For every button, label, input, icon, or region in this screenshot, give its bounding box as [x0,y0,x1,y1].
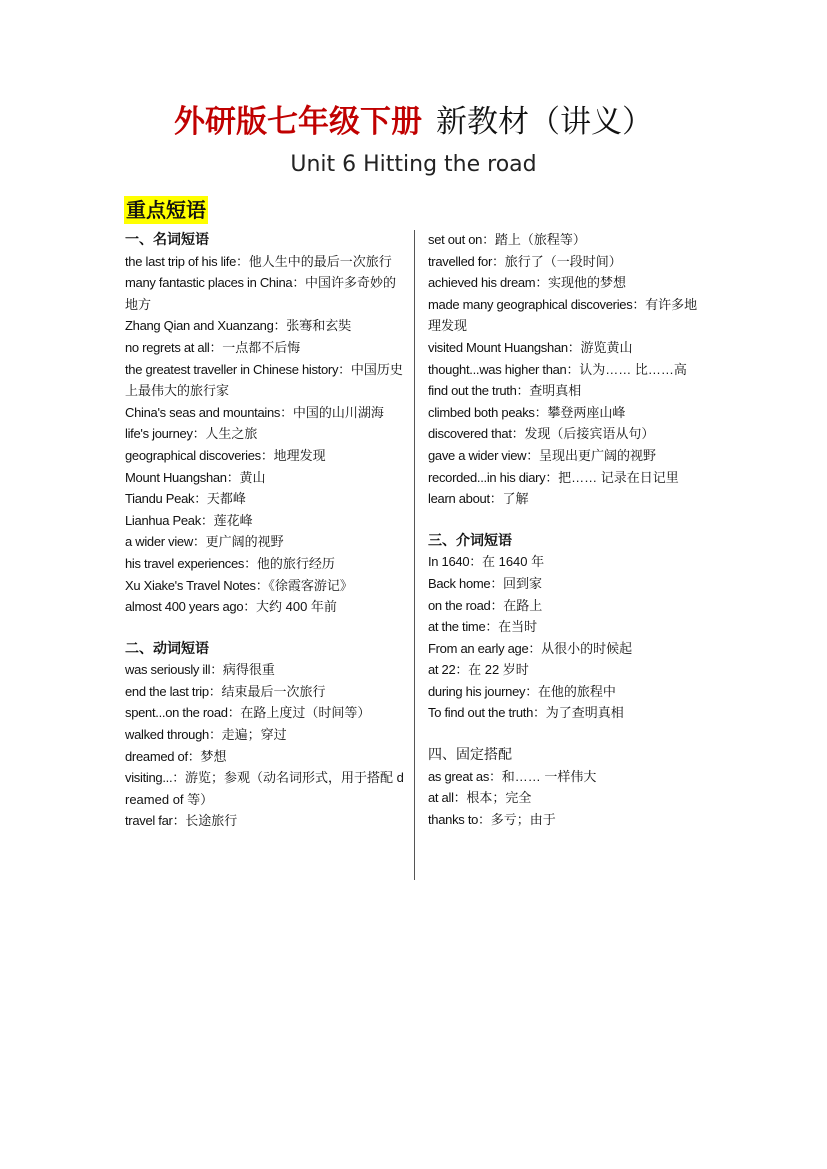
section-label: 重点短语 [126,198,206,222]
phrase-item [125,272,405,315]
phrase-chinese: 查明真相 [529,383,582,399]
phrase-chinese: 长途旅行 [185,813,238,829]
phrase-english: the last trip of his life： [125,253,249,269]
phrase-english: thanks to： [428,811,491,827]
phrase-item [125,315,405,337]
phrase-item [125,531,405,553]
phrase-item [125,488,405,510]
phrase-english: as great as： [428,768,502,784]
phrase-chinese: 一点都不后悔 [222,339,301,355]
title-black-part: 新教材（讲义） [436,104,653,140]
phrase-item [428,229,708,251]
phrase-item [125,359,405,402]
phrase-chinese: 走遍；穿过 [221,727,287,743]
phrase-item [428,251,708,273]
phrase-chinese: 人生之旅 [205,426,258,442]
phrase-chinese: 他人生中的最后一次旅行 [248,253,392,269]
phrase-english: set out on： [428,232,495,247]
prep-phrases-heading: 三、介词短语 [428,531,512,548]
phrase-item [428,595,708,617]
phrase-english: Back home： [428,575,504,591]
phrase-item [428,573,708,595]
phrase-chinese: 从很小的时候起 [541,640,633,656]
phrase-chinese: 有许多地理发现 [428,296,698,334]
phrase-item [125,702,405,724]
phrase-item [428,681,708,703]
phrase-item [428,638,708,660]
phrase-english: climbed both peaks： [428,404,548,420]
phrase-chinese: 把…… 记录在日记里 [558,469,679,485]
phrase-english: was seriously ill： [125,662,223,678]
phrase-english: thought...was higher than： [428,361,580,377]
phrase-item [125,746,405,768]
phrase-item [428,616,708,638]
phrase-english: Lianhua Peak： [125,512,214,528]
phrase-english: life's journey： [125,426,206,442]
phrase-chinese: 在他的旅程中 [537,683,616,699]
phrase-english: To find out the truth： [428,705,546,721]
phrase-item [428,294,708,337]
phrase-english: From an early age： [428,640,542,656]
phrase-english: on the road： [428,597,504,613]
phrase-chinese: 根本；完全 [466,790,532,806]
phrase-item [428,467,708,489]
phrase-english: learn about： [428,491,503,507]
phrase-chinese: 地理发现 [273,447,326,463]
phrase-english: walked through： [125,727,222,743]
phrase-item [428,272,708,294]
phrase-chinese: 结束最后一次旅行 [221,683,326,699]
fixed-collocation-list [428,766,708,831]
verb-phrases-heading: 二、动词短语 [125,639,209,656]
right-column [428,229,708,830]
phrase-item [125,445,405,467]
phrase-english: many fantastic places in China： [125,275,306,291]
phrase-item [125,767,405,810]
phrase-chinese: 在路上 [503,597,543,613]
phrase-chinese: 莲花峰 [213,512,253,528]
phrase-item [125,659,405,681]
phrase-chinese: 发现（后接宾语从句） [524,426,655,442]
phrase-chinese: 实现他的梦想 [548,275,627,291]
phrase-chinese: 中国历史上最伟大的旅行家 [125,361,403,399]
phrase-chinese: 中国许多奇妙的地方 [125,275,397,312]
phrase-english: gave a wider view： [428,447,539,463]
phrase-english: Tiandu Peak： [125,491,207,507]
phrase-english: visiting...： [125,770,185,786]
phrase-chinese: 踏上（旅程等） [494,232,586,247]
phrase-english: spent...on the road： [125,705,241,721]
phrase-english: geographical discoveries： [125,447,274,463]
phrase-item [125,553,405,575]
phrase-item [428,337,708,359]
phrase-item [125,402,405,424]
phrase-english: during his journey： [428,683,538,699]
verb-phrase-list-continued [428,229,708,510]
phrase-chinese: 游览；参观（动名词形式，用于搭配 dreamed of 等） [125,770,404,807]
spacer [428,724,708,744]
spacer [125,618,405,638]
noun-phrase-list [125,251,405,618]
phrase-chinese: 中国的山川湖海 [292,404,384,420]
verb-phrase-list [125,659,405,832]
phrase-item [125,575,405,597]
phrase-item [125,251,405,273]
phrase-item [428,551,708,573]
phrase-english: Xu Xiake's Travel Notes： [125,577,269,593]
phrase-english: at the time： [428,619,499,635]
phrase-item [125,596,405,618]
phrase-item [428,659,708,681]
phrase-chinese: 回到家 [503,575,543,591]
phrase-item [428,423,708,445]
phrase-item [428,359,708,381]
phrase-chinese: 了解 [502,491,529,507]
phrase-item [125,810,405,832]
phrase-item [125,423,405,445]
phrase-chinese: 黄山 [239,469,266,485]
phrase-chinese: 在当时 [498,619,538,635]
phrase-english: Mount Huangshan： [125,469,240,485]
phrase-english: Zhang Qian and Xuanzang： [125,318,287,334]
phrase-item [125,337,405,359]
left-column [125,229,405,832]
phrase-item [125,681,405,703]
phrase-english: travel far： [125,813,186,829]
phrase-item [428,402,708,424]
fixed-collocations-heading: 四、固定搭配 [428,746,512,763]
phrase-english: recorded...in his diary： [428,469,559,485]
phrase-english: a wider view： [125,534,206,550]
phrase-item [125,510,405,532]
phrase-english: China's seas and mountains： [125,404,293,420]
phrase-english: no regrets at all： [125,339,223,355]
phrase-item [428,702,708,724]
phrase-chinese: 梦想 [200,748,227,764]
phrase-item [428,809,708,831]
phrase-chinese: 更广阔的视野 [205,534,284,550]
phrase-item [428,445,708,467]
phrase-english: made many geographical discoveries： [428,296,646,312]
phrase-chinese: 他的旅行经历 [256,555,335,571]
phrase-chinese: 和…… 一样伟大 [501,768,597,784]
phrase-chinese: 呈现出更广阔的视野 [538,447,656,463]
phrase-english: visited Mount Huangshan： [428,339,581,355]
prep-phrase-list [428,551,708,724]
phrase-chinese: 大约 400 年前 [256,599,337,615]
phrase-item [428,787,708,809]
column-divider [414,230,415,880]
phrase-english: at 22： [428,662,469,678]
phrase-chinese: 张骞和玄奘 [286,318,352,334]
phrase-chinese: 认为…… 比……高 [579,361,687,377]
phrase-english: end the last trip： [125,683,222,699]
phrase-chinese: 病得很重 [222,662,275,678]
phrase-english: discovered that： [428,426,525,442]
phrase-chinese: 攀登两座山峰 [547,404,626,420]
phrase-chinese: 多亏；由于 [490,811,556,827]
phrase-english: find out the truth： [428,383,530,399]
phrase-english: In 1640： [428,554,482,570]
unit-subtitle: Unit 6 Hitting the road [290,152,537,177]
phrase-item [428,380,708,402]
document-title [0,100,827,144]
phrase-chinese: 《徐霞客游记》 [268,577,353,593]
phrase-chinese: 为了查明真相 [545,705,624,721]
phrase-chinese: 在 22 岁时 [468,662,529,678]
noun-phrases-heading: 一、名词短语 [125,231,209,247]
phrase-english: the greatest traveller in Chinese history： [125,361,351,377]
phrase-chinese: 天都峰 [206,491,246,507]
phrase-chinese: 在 1640 年 [481,554,545,570]
phrase-english: travelled for： [428,253,505,269]
phrase-english: almost 400 years ago： [125,599,256,615]
phrase-chinese: 旅行了（一段时间） [504,253,622,269]
phrase-item [125,724,405,746]
phrase-item [428,488,708,510]
phrase-english: dreamed of： [125,748,201,764]
phrase-item [125,467,405,489]
phrase-chinese: 游览黄山 [580,339,633,355]
phrase-english: his travel experiences： [125,555,257,571]
spacer [428,510,708,530]
phrase-english: at all： [428,790,467,806]
phrase-item [428,766,708,788]
title-red-part: 外研版七年级下册 [174,104,422,140]
phrase-chinese: 在路上度过（时间等） [240,705,371,721]
phrase-english: achieved his dream： [428,275,549,291]
